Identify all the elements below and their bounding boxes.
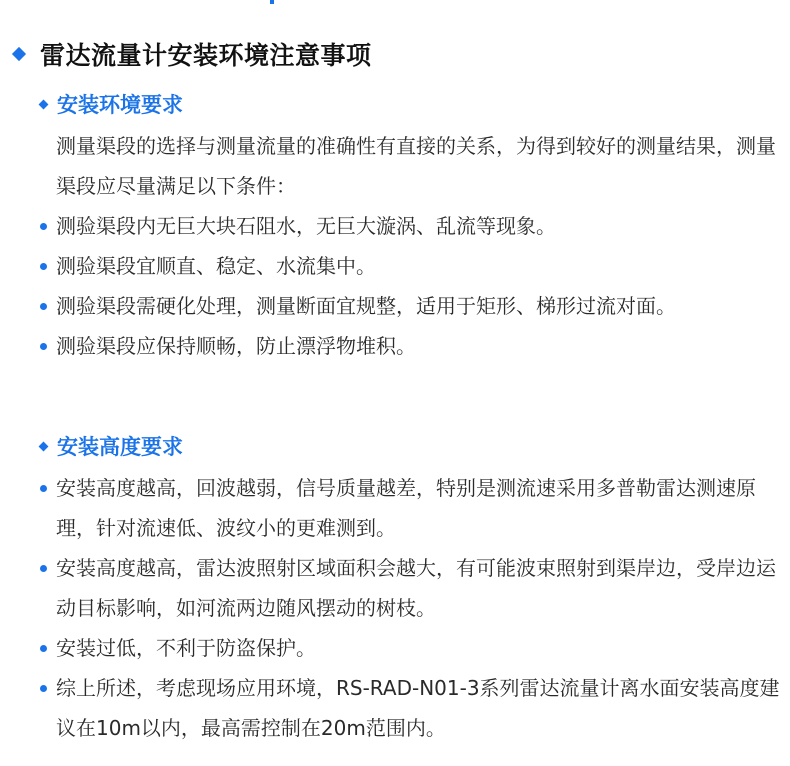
list-item	[38, 668, 784, 748]
diamond-icon	[39, 99, 49, 109]
intro-paragraph: 测量渠段的选择与测量流量的准确性有直接的关系，为得到较好的测量结果，测量渠段应尽量满足以下条件：	[56, 134, 776, 198]
dot-icon	[40, 565, 47, 572]
dot-icon	[40, 343, 47, 350]
section-heading	[38, 86, 784, 122]
list-item-text: 安装高度越高，回波越弱，信号质量越差，特别是测流速采用多普勒雷达测速原理，针对流速低、波纹小的更难测到。	[56, 476, 756, 540]
bullet-list	[38, 206, 784, 366]
list-item-text: 安装过低，不利于防盗保护。	[56, 636, 316, 660]
list-item	[38, 468, 784, 548]
list-item-text: 测验渠段内无巨大块石阻水，无巨大漩涡、乱流等现象。	[56, 214, 556, 238]
dot-icon	[40, 263, 47, 270]
dot-icon	[40, 685, 47, 692]
diamond-icon	[12, 47, 26, 61]
dot-icon	[40, 645, 47, 652]
page-title: 雷达流量计安装环境注意事项	[40, 41, 372, 70]
list-item	[38, 246, 784, 286]
list-item-text: 测验渠段需硬化处理，测量断面宜规整，适用于矩形、梯形过流对面。	[56, 294, 676, 318]
list-item-text: 安装高度越高，雷达波照射区域面积会越大，有可能波束照射到渠岸边，受岸边运动目标影响，如河流两边随风摆动的树枝。	[56, 556, 776, 620]
dot-icon	[40, 485, 47, 492]
top-decoration	[270, 0, 274, 4]
section-install-height	[38, 428, 784, 748]
list-item-text: 测验渠段应保持顺畅，防止漂浮物堆积。	[56, 334, 416, 358]
list-item	[38, 628, 784, 668]
list-item-text: 测验渠段宜顺直、稳定、水流集中。	[56, 254, 376, 278]
bullet-list	[38, 468, 784, 748]
diamond-icon	[39, 441, 49, 451]
dot-icon	[40, 303, 47, 310]
section-heading-text: 安装环境要求	[57, 93, 183, 117]
list-item-text: 综上所述，考虑现场应用环境，RS-RAD-N01-3系列雷达流量计离水面安装高度建议在10m以内，最高需控制在20m范围内。	[56, 676, 780, 740]
list-item	[38, 206, 784, 246]
section-heading-text: 安装高度要求	[57, 435, 183, 459]
list-item	[38, 286, 784, 326]
list-item	[38, 548, 784, 628]
section-heading	[38, 428, 784, 464]
list-item	[38, 326, 784, 366]
section-install-environment	[38, 86, 784, 366]
main-heading	[8, 34, 372, 74]
dot-icon	[40, 223, 47, 230]
